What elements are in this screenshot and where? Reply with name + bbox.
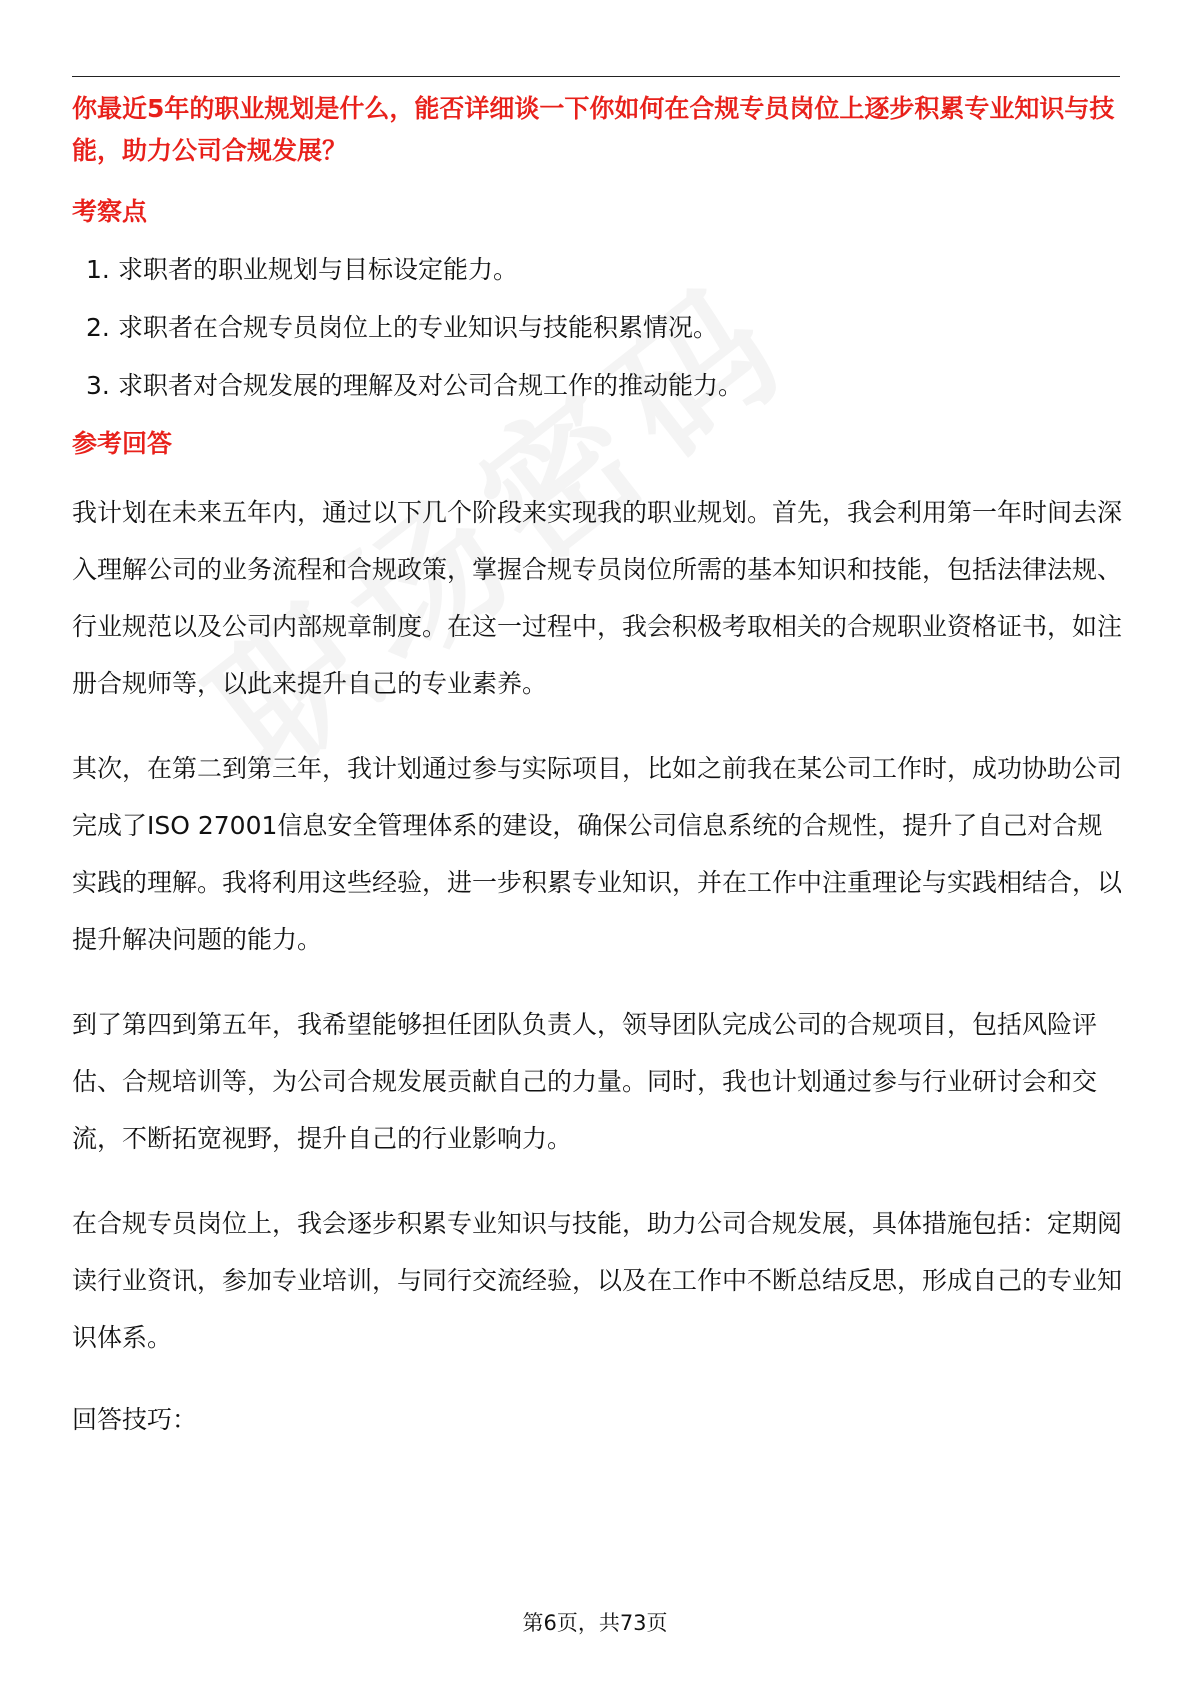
list-item-number: 1. <box>86 255 110 284</box>
points-list <box>72 250 1122 406</box>
tips-label: 回答技巧： <box>72 1405 198 1434</box>
top-divider <box>72 76 1120 77</box>
section-title-answer: 参考回答 <box>72 429 173 458</box>
list-item <box>72 250 1122 290</box>
list-item <box>72 366 1122 406</box>
list-item-text: 求职者对合规发展的理解及对公司合规工作的推动能力。 <box>118 371 744 400</box>
list-item-number: 3. <box>86 371 110 400</box>
list-item-text: 求职者的职业规划与目标设定能力。 <box>118 255 519 284</box>
answer-paragraph: 其次，在第二到第三年，我计划通过参与实际项目，比如之前我在某公司工作时，成功协助公司完成了ISO 27001信息安全管理体系的建设，确保公司信息系统的合规性，提升了自己对合规实践的理解。我将利用这些经验，进一步积累专业知识，并在工作中注重理论与实践相结合，以提升解决问题的能力。 <box>72 754 1123 954</box>
answer-paragraph: 我计划在未来五年内，通过以下几个阶段来实现我的职业规划。首先，我会利用第一年时间去深入理解公司的业务流程和合规政策，掌握合规专员岗位所需的基本知识和技能，包括法律法规、行业规范以及公司内部规章制度。在这一过程中，我会积极考取相关的合规职业资格证书，如注册合规师等，以此来提升自己的专业素养。 <box>72 498 1123 698</box>
list-item-number: 2. <box>86 313 110 342</box>
page-number-footer: 第6页，共73页 <box>522 1611 668 1635</box>
section-title-points: 考察点 <box>72 197 148 226</box>
list-item <box>72 308 1122 348</box>
list-item-text: 求职者在合规专员岗位上的专业知识与技能积累情况。 <box>118 313 719 342</box>
question-heading: 你最近5年的职业规划是什么，能否详细谈一下你如何在合规专员岗位上逐步积累专业知识与技能，助力公司合规发展？ <box>72 94 1115 165</box>
answer-paragraph: 到了第四到第五年，我希望能够担任团队负责人，领导团队完成公司的合规项目，包括风险评估、合规培训等，为公司合规发展贡献自己的力量。同时，我也计划通过参与行业研讨会和交流，不断拓宽视野，提升自己的行业影响力。 <box>72 1010 1098 1153</box>
content <box>72 88 1122 1440</box>
answer-paragraph: 在合规专员岗位上，我会逐步积累专业知识与技能，助力公司合规发展，具体措施包括：定期阅读行业资讯，参加专业培训，与同行交流经验，以及在工作中不断总结反思，形成自己的专业知识体系。 <box>72 1209 1123 1352</box>
